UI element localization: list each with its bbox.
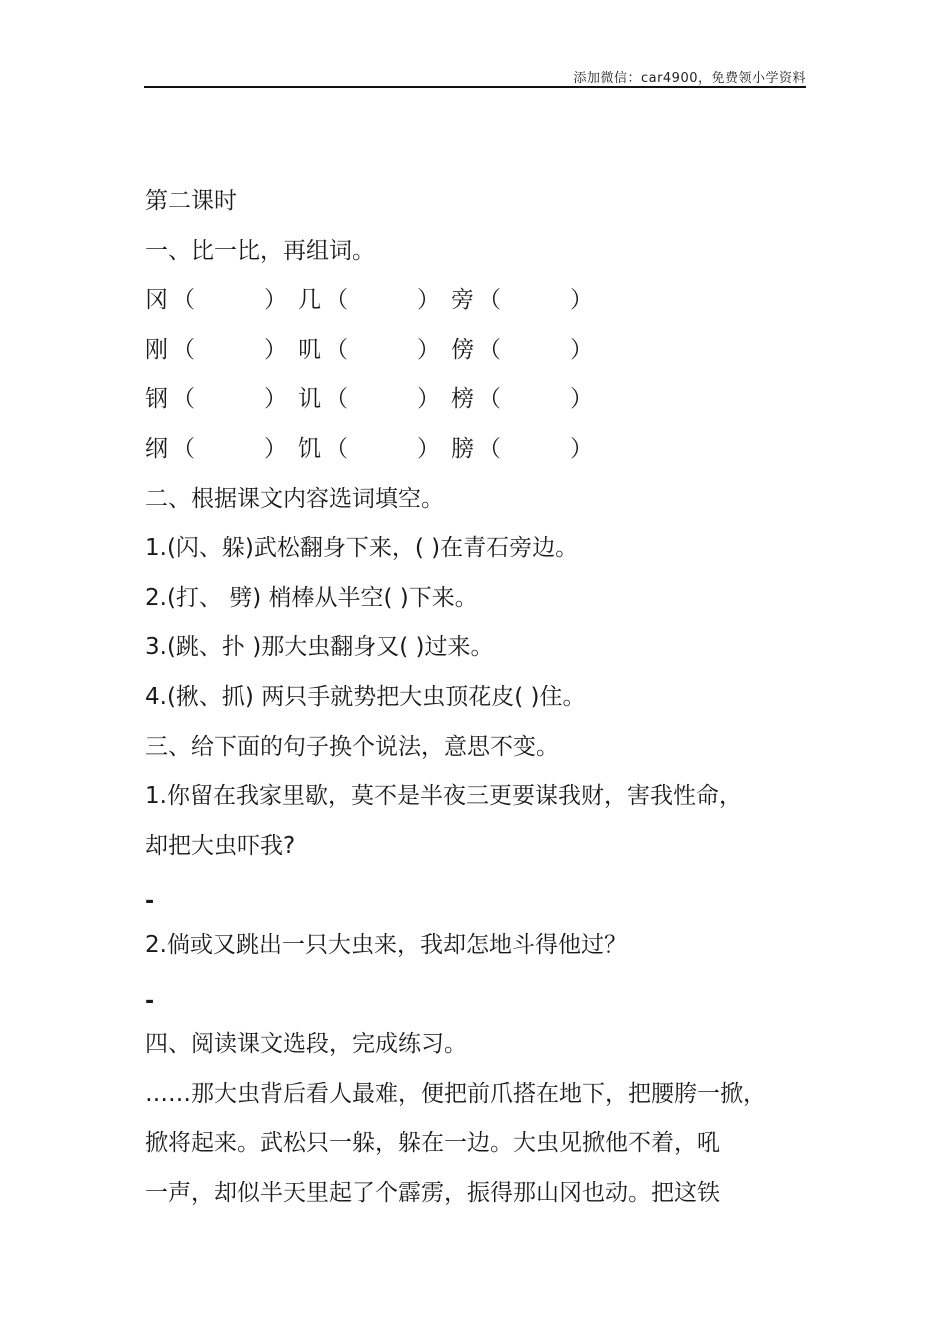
char-cell xyxy=(298,279,451,329)
char-cell xyxy=(145,279,298,329)
passage-line-3: 一声，却似半天里起了个霹雳，振得那山冈也动。把这铁 xyxy=(145,1179,720,1206)
char-cell xyxy=(451,279,604,329)
word-blank[interactable]: （ ） xyxy=(172,386,287,413)
char-cell xyxy=(451,378,604,428)
word-blank[interactable]: （ ） xyxy=(325,336,440,363)
char-cell xyxy=(451,428,604,478)
lesson-title: 第二课时 xyxy=(145,188,237,214)
word-blank[interactable]: （ ） xyxy=(478,287,593,314)
char-cell xyxy=(298,428,451,478)
word-blank[interactable]: （ ） xyxy=(478,435,593,462)
fill-item-3: 3.(跳、扑 )那大虫翻身又( )过来。 xyxy=(145,634,494,661)
char: 旁 xyxy=(451,287,474,314)
char-row xyxy=(145,329,835,379)
char: 纲 xyxy=(145,435,168,462)
answer-line-2: - xyxy=(145,988,155,1014)
passage-line-1: ……那大虫背后看人最难，便把前爪搭在地下，把腰胯一掀， xyxy=(145,1080,766,1107)
word-blank[interactable]: （ ） xyxy=(325,287,440,314)
word-blank[interactable]: （ ） xyxy=(325,386,440,413)
section-4-title: 四、阅读课文选段，完成练习。 xyxy=(145,1031,467,1058)
char-row xyxy=(145,279,835,329)
char: 叽 xyxy=(298,336,321,363)
char-compare-grid xyxy=(145,279,835,477)
word-blank[interactable]: （ ） xyxy=(325,435,440,462)
char: 膀 xyxy=(451,435,474,462)
char: 几 xyxy=(298,287,321,314)
char-cell xyxy=(145,378,298,428)
fill-item-1: 1.(闪、躲)武松翻身下来，( )在青石旁边。 xyxy=(145,535,579,562)
section-3-title: 三、给下面的句子换个说法，意思不变。 xyxy=(145,733,559,760)
word-blank[interactable]: （ ） xyxy=(478,336,593,363)
fill-item-4: 4.(揪、抓) 两只手就势把大虫顶花皮( )住。 xyxy=(145,683,586,710)
rewrite-item-2: 2.倘或又跳出一只大虫来，我却怎地斗得他过？ xyxy=(145,931,627,958)
char: 饥 xyxy=(298,435,321,462)
word-blank[interactable]: （ ） xyxy=(172,287,287,314)
char: 刚 xyxy=(145,336,168,363)
header-note: 添加微信：car4900，免费领小学资料 xyxy=(573,71,806,86)
char: 傍 xyxy=(451,336,474,363)
section-1-title: 一、比一比，再组词。 xyxy=(145,237,375,264)
word-blank[interactable]: （ ） xyxy=(478,386,593,413)
char: 冈 xyxy=(145,287,168,314)
rewrite-item-1-line-2: 却把大虫吓我? xyxy=(145,832,296,859)
char: 讥 xyxy=(298,386,321,413)
rewrite-item-1-line-1: 1.你留在我家里歇，莫不是半夜三更要谋我财，害我性命， xyxy=(145,783,742,810)
char: 榜 xyxy=(451,386,474,413)
section-2-title: 二、根据课文内容选词填空。 xyxy=(145,485,444,512)
char-cell xyxy=(298,329,451,379)
char-cell xyxy=(145,428,298,478)
worksheet-body xyxy=(145,180,835,1221)
word-blank[interactable]: （ ） xyxy=(172,435,287,462)
char-row xyxy=(145,428,835,478)
header-divider xyxy=(144,86,806,88)
char-cell xyxy=(298,378,451,428)
char: 钢 xyxy=(145,386,168,413)
fill-item-2: 2.(打、 劈) 梢棒从半空( )下来。 xyxy=(145,584,478,611)
char-cell xyxy=(451,329,604,379)
answer-line-1: - xyxy=(145,889,155,915)
char-cell xyxy=(145,329,298,379)
word-blank[interactable]: （ ） xyxy=(172,336,287,363)
char-row xyxy=(145,378,835,428)
passage-line-2: 掀将起来。武松只一躲，躲在一边。大虫见掀他不着，吼 xyxy=(145,1130,720,1157)
